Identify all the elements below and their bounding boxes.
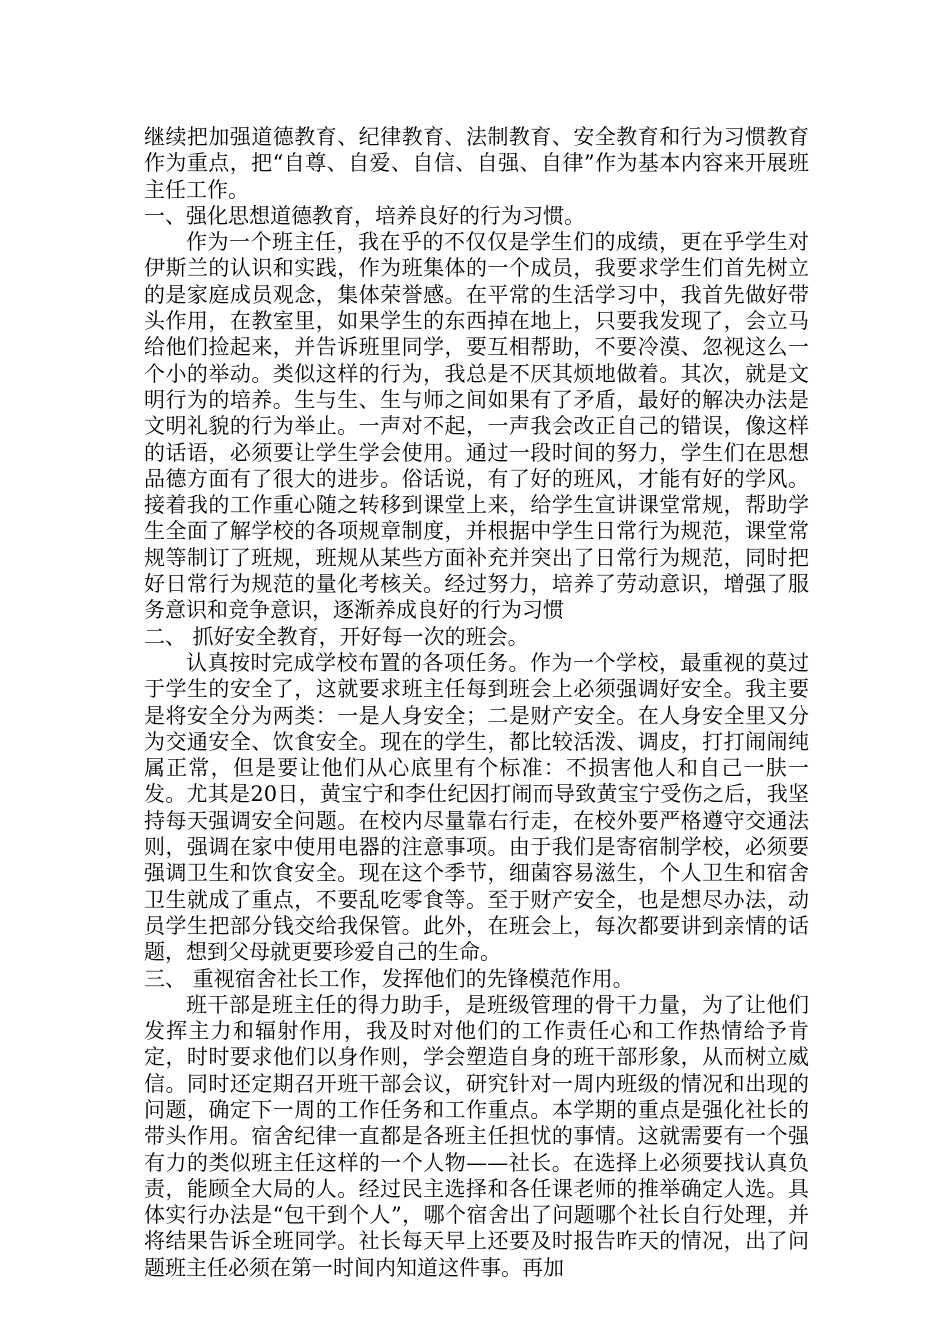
section-1-heading: 一、强化思想道德教育，培养良好的行为习惯。 — [144, 203, 585, 228]
section-2-body: 认真按时完成学校布置的各项任务。作为一个学校，最重视的莫过于学生的安全了，这就要求班主任每到班会上必须强调好安全。我主要是将安全分为两类：一是人身安全；二是财产安全。在人身安全里又分为交通安全、饮食安全。现在的学生，都比较活泼、调皮，打打闹闹纯属正常，但是要让他们从心底里有个标准：不损害他人和自己一肤一发。尤其是20日，黄宝宁和李仕纪因打闹而导致黄宝宁受伤之后，我坚持每天强调安全问题。在校内尽量靠右行走，在校外要严格遵守交通法则，强调在家中使用电器的注意事项。由于我们是寄宿制学校，必须要强调卫生和饮食安全。现在这个季节，细菌容易滋生，个人卫生和宿舍卫生就成了重点，不要乱吃零食等。至于财产安全，也是想尽办法，动员学生把部分钱交给我保管。此外，在班会上，每次都要讲到亲情的话题，想到父母就更要珍爱自己的生命。 — [144, 650, 809, 965]
section-2-heading: 二、 抓好安全教育，开好每一次的班会。 — [144, 624, 529, 649]
section-1-body: 作为一个班主任，我在乎的不仅仅是学生们的成绩，更在乎学生对伊斯兰的认识和实践，作为班集体的一个成员，我要求学生们首先树立的是家庭成员观念，集体荣誉感。在平常的生活学习中，我首先做好带头作用，在教室里，如果学生的东西掉在地上，只要我发现了，会立马给他们捡起来，并告诉班里同学，要互相帮助，不要冷漠、忽视这么一个小的举动。类似这样的行为，我总是不厌其烦地做着。其次，就是文明行为的培养。生与生、生与师之间如果有了矛盾，最好的解决办法是文明礼貌的行为举止。一声对不起，一声我会改正自己的错误，像这样的话语，必须要让学生学会使用。通过一段时间的努力，学生们在思想品德方面有了很大的进步。俗话说，有了好的班风，才能有好的学风。接着我的工作重心随之转移到课堂上来，给学生宣讲课堂常规，帮助学生全面了解学校的各项规章制度，并根据中学生日常行为规范，课堂常规等制订了班规，班规从某些方面补充并突出了日常行为规范，同时把好日常行为规范的量化考核关。经过努力，培养了劳动意识，增强了服务意识和竞争意识，逐渐养成良好的行为习惯 — [144, 230, 809, 623]
section-3-heading: 三、 重视宿舍社长工作，发挥他们的先锋模范作用。 — [144, 966, 634, 991]
section-3-body: 班干部是班主任的得力助手，是班级管理的骨干力量，为了让他们发挥主力和辐射作用，我及时对他们的工作责任心和工作热情给予肯定，时时要求他们以身作则，学会塑造自身的班干部形象，从而树立威信。同时还定期召开班干部会议，研究针对一周内班级的情况和出现的问题，确定下一周的工作任务和工作重点。本学期的重点是强化社长的带头作用。宿舍纪律一直都是各班主任担忧的事情。这就需要有一个强有力的类似班主任这样的一个人物——社长。在选择上必须要找认真负责，能顾全大局的人。经过民主选择和各任课老师的推举确定人选。具体实行办法是“包干到个人”，哪个宿舍出了问题哪个社长自行处理，并将结果告诉全班同学。社长每天早上还要及时报告昨天的情况，出了问题班主任必须在第一时间内知道这件事。再加 — [144, 992, 809, 1280]
document-page — [144, 124, 809, 1281]
intro-paragraph: 继续把加强道德教育、纪律教育、法制教育、安全教育和行为习惯教育作为重点，把“自尊、自爱、自信、自强、自律”作为基本内容来开展班主任工作。 — [144, 125, 809, 202]
